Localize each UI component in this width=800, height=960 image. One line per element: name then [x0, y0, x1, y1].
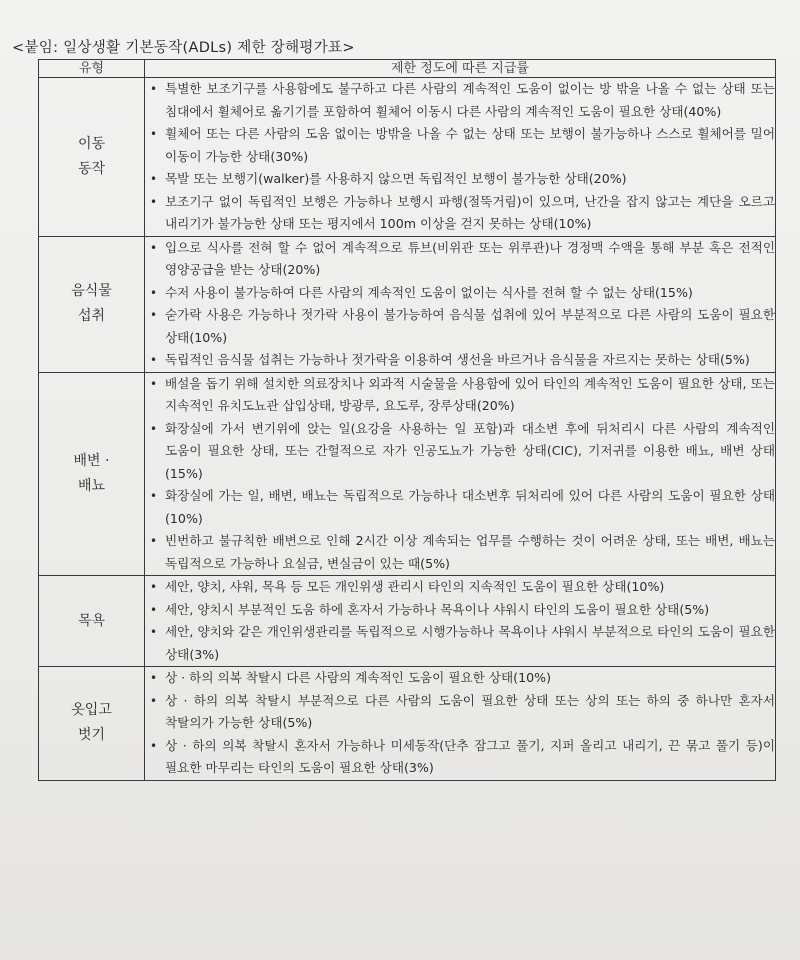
header-criteria: 제한 정도에 따른 지급률: [145, 60, 776, 78]
list-item: • 수저 사용이 불가능하여 다른 사람의 계속적인 도움이 없이는 식사를 전혀 할 수 없는 상태(15%): [145, 282, 775, 305]
criteria-list: [145, 78, 775, 236]
table-row-mobility: [39, 78, 776, 237]
category-cell: 음식물 섭취: [39, 236, 145, 372]
criteria-list: [145, 373, 775, 576]
criteria-cell: [145, 576, 776, 667]
list-item: • 상 · 하의 의복 착탈시 부분적으로 다른 사람의 도움이 필요한 상태 또는 상의 또는 하의 중 하나만 혼자서 착탈의가 가능한 상태(5%): [145, 690, 775, 735]
criteria-cell: [145, 372, 776, 576]
list-item: • 목발 또는 보행기(walker)를 사용하지 않으면 독립적인 보행이 불가능한 상태(20%): [145, 168, 775, 191]
list-item: • 독립적인 음식물 섭취는 가능하나 젓가락을 이용하여 생선을 바르거나 음식물을 자르지는 못하는 상태(5%): [145, 349, 775, 372]
list-item: • 배설을 돕기 위해 설치한 의료장치나 외과적 시술물을 사용함에 있어 타인의 계속적인 도움이 필요한 상태, 또는 지속적인 유치도뇨관 삽입상태, 방광루, 요도루, 장루상태(20%): [145, 373, 775, 418]
category-cell: 이동 동작: [39, 78, 145, 237]
list-item: • 세안, 양치시 부분적인 도움 하에 혼자서 가능하나 목욕이나 샤워시 타인의 도움이 필요한 상태(5%): [145, 599, 775, 622]
list-item: • 화장실에 가서 변기위에 앉는 일(요강을 사용하는 일 포함)과 대소변 후에 뒤처리시 다른 사람의 계속적인 도움이 필요한 상태, 또는 간헐적으로 자가 인공도뇨가 가능한 상태(CIC), 기저귀를 이용한 배뇨, 배변 상태(15%): [145, 418, 775, 486]
category-cell: 목욕: [39, 576, 145, 667]
document-title: <붙임: 일상생활 기본동작(ADLs) 제한 장해평가표>: [12, 40, 355, 56]
list-item: • 입으로 식사를 전혀 할 수 없어 계속적으로 튜브(비위관 또는 위루관)나 경정맥 수액을 통해 부분 혹은 전적인 영양공급을 받는 상태(20%): [145, 237, 775, 282]
criteria-list: [145, 667, 775, 780]
criteria-list: [145, 237, 775, 372]
table-row-toileting: [39, 372, 776, 576]
list-item: • 상 · 하의 의복 착탈시 혼자서 가능하나 미세동작(단추 잠그고 풀기, 지퍼 올리고 내리기, 끈 묶고 풀기 등)이 필요한 마무리는 타인의 도움이 필요한 상태(3%): [145, 735, 775, 780]
table-row-eating: [39, 236, 776, 372]
adl-evaluation-table: [38, 59, 776, 781]
list-item: • 특별한 보조기구를 사용함에도 불구하고 다른 사람의 계속적인 도움이 없이는 방 밖을 나올 수 없는 상태 또는 침대에서 휠체어로 옮기기를 포함하여 휠체어 이동시 다른 사람의 계속적인 도움이 필요한 상태(40%): [145, 78, 775, 123]
criteria-cell: [145, 667, 776, 781]
list-item: • 상 · 하의 의복 착탈시 다른 사람의 계속적인 도움이 필요한 상태(10%): [145, 667, 775, 690]
criteria-list: [145, 576, 775, 666]
table-row-bathing: [39, 576, 776, 667]
list-item: • 세안, 양치, 샤워, 목욕 등 모든 개인위생 관리시 타인의 지속적인 도움이 필요한 상태(10%): [145, 576, 775, 599]
criteria-cell: [145, 236, 776, 372]
category-cell: 옷입고 벗기: [39, 667, 145, 781]
list-item: • 보조기구 없이 독립적인 보행은 가능하나 보행시 파행(절뚝거림)이 있으며, 난간을 잡지 않고는 계단을 오르고 내리기가 불가능한 상태 또는 평지에서 100m 이상을 걷지 못하는 상태(10%): [145, 191, 775, 236]
list-item: • 숟가락 사용은 가능하나 젓가락 사용이 불가능하여 음식물 섭취에 있어 부분적으로 다른 사람의 도움이 필요한 상태(10%): [145, 304, 775, 349]
list-item: • 휠체어 또는 다른 사람의 도움 없이는 방밖을 나올 수 없는 상태 또는 보행이 불가능하나 스스로 휠체어를 밀어 이동이 가능한 상태(30%): [145, 123, 775, 168]
criteria-cell: [145, 78, 776, 237]
table-header: [39, 60, 776, 78]
list-item: • 화장실에 가는 일, 배변, 배뇨는 독립적으로 가능하나 대소변후 뒤처리에 있어 다른 사람의 도움이 필요한 상태(10%): [145, 485, 775, 530]
category-cell: 배변 · 배뇨: [39, 372, 145, 576]
list-item: • 빈번하고 불규칙한 배변으로 인해 2시간 이상 계속되는 업무를 수행하는 것이 어려운 상태, 또는 배변, 배뇨는 독립적으로 가능하나 요실금, 변실금이 있는 때(5%): [145, 530, 775, 575]
header-type: 유형: [39, 60, 145, 78]
table-row-dressing: [39, 667, 776, 781]
list-item: • 세안, 양치와 같은 개인위생관리를 독립적으로 시행가능하나 목욕이나 샤워시 부분적으로 타인의 도움이 필요한 상태(3%): [145, 621, 775, 666]
